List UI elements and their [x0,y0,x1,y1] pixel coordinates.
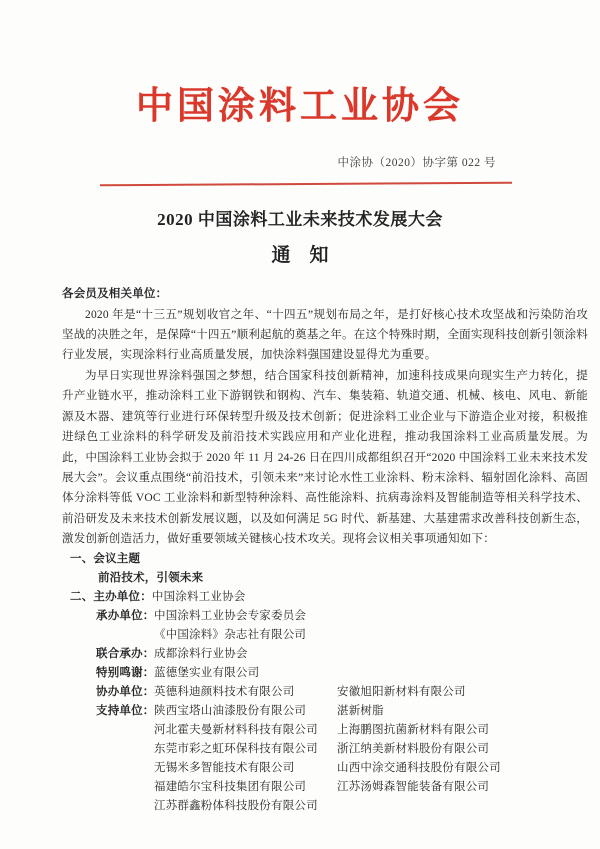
organizer-label: 联合承办： [96,647,155,660]
supporter-row [96,721,588,740]
supporter-row [96,740,588,759]
paragraph-1: 2020 年是“十三五”规划收官之年、“十四五”规划布局之年，是打好核心技术攻坚战和污染防治攻坚战的决胜之年，是保障“十四五”顺利起航的奠基之年。在这个特殊时期，全面实现科技创新引领涂料行业发展，实现涂料行业高质量发展，加快涂料强国建设显得尤为重要。 [62,308,588,362]
supporter-company: 福建皓尔宝科技集团有限公司 [154,780,307,793]
supporter-row [96,797,588,816]
organizer-label: 承办单位： [96,609,155,622]
conference-theme: 前沿技术，引领未来 [98,571,204,584]
supporter-company: 湛新树脂 [337,704,384,717]
supporter-company: 江苏群鑫粉体科技股份有限公司 [154,799,318,812]
supporter-row [96,778,588,797]
section-2-heading [70,588,588,607]
organizer-value: 中国涂料工业协会专家委员会 [154,609,307,622]
notice-body [0,284,600,549]
supporter-row [96,702,588,721]
organizer-value: 蓝德堡实业有限公司 [154,666,260,679]
organizer-row [96,607,588,626]
supporter-company: 浙江纳美新材料股份有限公司 [337,742,490,755]
organizer-row [96,626,588,645]
supporter-label [96,797,154,816]
notice-sections [0,550,600,816]
notice-subtitle: 通 知 [271,245,329,267]
host-value: 中国涂料工业协会 [151,590,246,603]
supporter-label [96,721,154,740]
organizer-row [96,664,588,683]
organizer-label [96,626,154,645]
organizer-value: 成都涂料行业协会 [154,647,248,660]
supporter-company: 河北霍夫曼新材料科技有限公司 [154,723,318,736]
organizer-label: 特别鸣谢： [96,666,155,679]
supporter-company: 上海鹏图抗菌新材料有限公司 [337,723,490,736]
supporter-label [96,740,154,759]
organizer-row [96,645,588,664]
notice-title: 2020 中国涂料工业未来技术发展大会 [157,210,443,230]
supporter-label: 支持单位： [96,704,155,717]
supporter-row [96,759,588,778]
masthead-divider-rule [100,182,512,187]
supporter-company: 安徽旭阳新材料有限公司 [337,685,466,698]
supporter-company: 英德科迪颜料技术有限公司 [154,685,295,698]
supporter-company: 无锡米多智能技术有限公司 [154,761,295,774]
supporter-label: 协办单位： [96,685,155,698]
salutation: 各会员及相关单位： [62,288,168,301]
supporter-label [96,759,154,778]
organizer-value: 《中国涂料》杂志社有限公司 [154,628,307,641]
supporter-company [337,797,588,816]
supporter-company: 江苏汤姆森智能装备有限公司 [337,780,490,793]
supporter-row [96,683,588,702]
paragraph-2: 为早日实现世界涂料强国之梦想，结合国家科技创新精神，加速科技成果向现实生产力转化，提升产业链水平，推动涂料工业下游钢铁和钢构、汽车、集装箱、轨道交通、机械、核电、风电、新能源及木器、建筑等行业进行环保转型升级及技术创新；促进涂料工业企业与下游造企业对接，积极推进绿色工业涂料的科学研发及前沿技术实践应用和产业化进程，推动我国涂料工业高质量发展。为此，中国涂料工业协会拟于 2020 年 11 月 24-26 日在四川成都组织召开“2020 中国涂料工业未来技术发展大会”。会议重点围绕“前沿技术，引领未来”来讨论水性工业涂料、粉末涂料、辐射固化涂料、高固体分涂料等低 VOC 工业涂料和新型特种涂料、高性能涂料、抗病毒涂料及智能制造等相关科学技术、前沿研发及未来技术创新发展议题，以及如何满足 5G 时代、新基建、大基建需求改善科技创新生态，激发创新创造活力，做好重要领域关键核心技术攻关。现将会议相关事项通知如下： [62,369,588,546]
section-1-heading: 一、会议主题 [70,552,141,565]
org-masthead-title: 中国涂料工业协会 [136,86,464,127]
host-label: 二、主办单位： [70,590,152,603]
supporter-label [96,778,154,797]
supporter-company: 山西中涂交通科技股份有限公司 [337,761,501,774]
supporter-company: 陕西宝塔山油漆股份有限公司 [154,704,307,717]
doc-reference-number: 中涂协（2020）协字第 022 号 [337,157,496,170]
supporter-company: 东莞市彩之虹环保科技有限公司 [154,742,318,755]
